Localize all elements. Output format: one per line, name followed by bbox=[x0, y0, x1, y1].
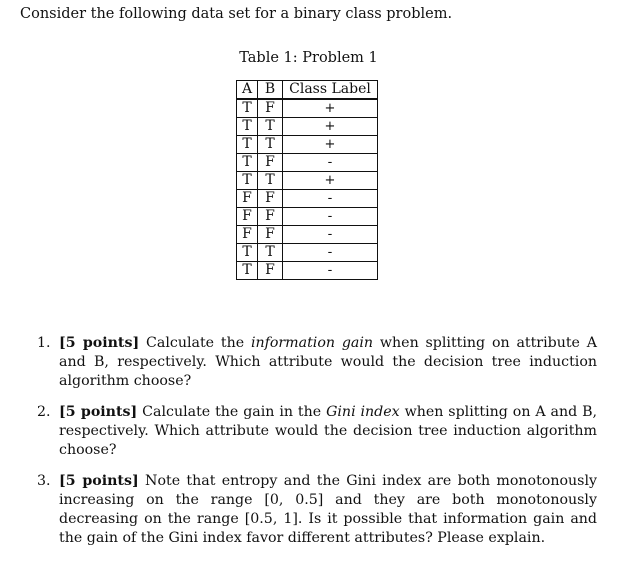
cell-b: F bbox=[258, 99, 283, 118]
data-table bbox=[236, 80, 378, 280]
table-header-row bbox=[237, 81, 378, 100]
question-item bbox=[37, 334, 597, 391]
table-caption: Table 1: Problem 1 bbox=[239, 50, 378, 66]
cell-b: T bbox=[258, 136, 283, 154]
table-row bbox=[237, 136, 378, 154]
question-number: 2. bbox=[37, 404, 51, 420]
intro-text: Consider the following data set for a binary class problem. bbox=[20, 6, 453, 22]
cell-a: T bbox=[237, 99, 258, 118]
table-row bbox=[237, 154, 378, 172]
cell-b: F bbox=[258, 190, 283, 208]
cell-a: T bbox=[237, 154, 258, 172]
cell-b: F bbox=[258, 262, 283, 280]
cell-b: F bbox=[258, 154, 283, 172]
cell-class-label: - bbox=[283, 208, 378, 226]
question-text-before: Note that entropy and the Gini index are both monotonously increasing on the range [0, 0.5] and they are both monotonously decreasing on the range [0.5, 1]. Is it possible that information gain and the gain of the Gini index favor different attributes? Please explain. bbox=[59, 473, 597, 546]
cell-a: F bbox=[237, 226, 258, 244]
cell-class-label: + bbox=[283, 136, 378, 154]
cell-class-label: - bbox=[283, 244, 378, 262]
question-item bbox=[37, 472, 597, 548]
cell-a: T bbox=[237, 118, 258, 136]
cell-class-label: - bbox=[283, 190, 378, 208]
table-row bbox=[237, 262, 378, 280]
cell-a: F bbox=[237, 208, 258, 226]
cell-class-label: + bbox=[283, 99, 378, 118]
cell-a: T bbox=[237, 244, 258, 262]
question-list bbox=[37, 334, 597, 560]
column-header-a: A bbox=[237, 81, 258, 100]
cell-a: T bbox=[237, 136, 258, 154]
cell-b: F bbox=[258, 226, 283, 244]
table-row bbox=[237, 208, 378, 226]
cell-a: F bbox=[237, 190, 258, 208]
question-item bbox=[37, 403, 597, 460]
question-points: [5 points] bbox=[59, 473, 139, 489]
question-points: [5 points] bbox=[59, 335, 140, 351]
question-text-before: Calculate the gain in the bbox=[142, 404, 322, 420]
table-row bbox=[237, 118, 378, 136]
question-text-after: when splitting on attribute A and B, respectively. Which attribute would the decision tree induction algorithm choose? bbox=[59, 335, 598, 389]
column-header-class-label: Class Label bbox=[283, 81, 378, 100]
question-points: [5 points] bbox=[59, 404, 138, 420]
cell-b: F bbox=[258, 208, 283, 226]
cell-class-label: - bbox=[283, 154, 378, 172]
question-text-before: Calculate the bbox=[146, 335, 245, 351]
column-header-b: B bbox=[258, 81, 283, 100]
question-number: 3. bbox=[37, 473, 51, 489]
cell-b: T bbox=[258, 172, 283, 190]
cell-a: T bbox=[237, 262, 258, 280]
question-text-after: when splitting on A and B, respectively. Which attribute would the decision tree induction algorithm choose? bbox=[59, 404, 598, 458]
cell-b: T bbox=[258, 244, 283, 262]
table-row bbox=[237, 190, 378, 208]
question-number: 1. bbox=[37, 335, 51, 351]
cell-class-label: - bbox=[283, 226, 378, 244]
question-emphasis: Gini index bbox=[326, 404, 400, 420]
cell-a: T bbox=[237, 172, 258, 190]
cell-class-label: + bbox=[283, 118, 378, 136]
table-row bbox=[237, 172, 378, 190]
cell-b: T bbox=[258, 118, 283, 136]
question-emphasis: information gain bbox=[250, 335, 374, 351]
table-row bbox=[237, 226, 378, 244]
table-row bbox=[237, 99, 378, 118]
cell-class-label: + bbox=[283, 172, 378, 190]
table-row bbox=[237, 244, 378, 262]
cell-class-label: - bbox=[283, 262, 378, 280]
